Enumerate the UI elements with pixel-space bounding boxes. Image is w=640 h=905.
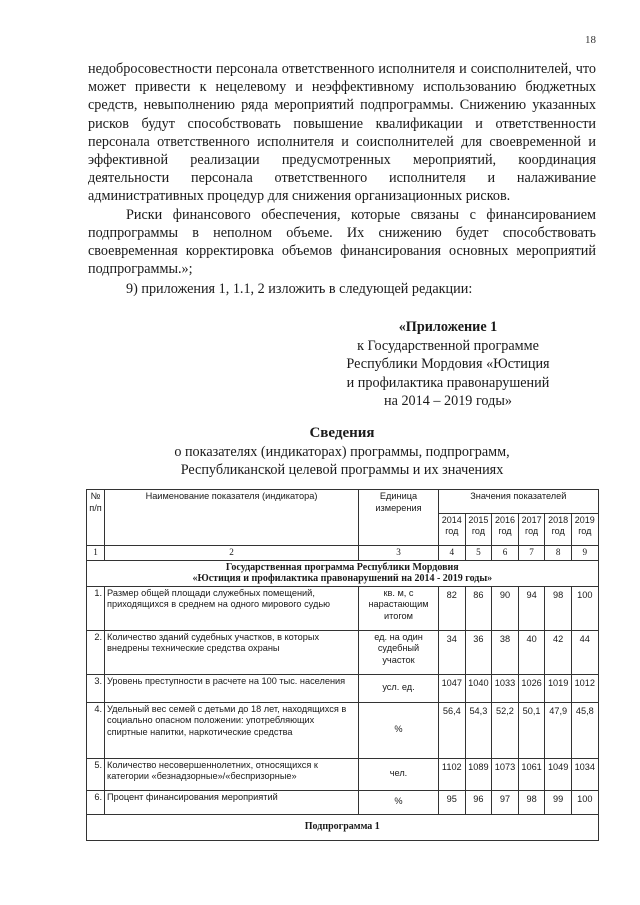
- header-year: 2014 год: [439, 514, 466, 546]
- row-value: 40: [518, 630, 545, 674]
- row-value: 36: [465, 630, 492, 674]
- info-heading: Сведения: [309, 425, 375, 441]
- row-value: 100: [571, 586, 598, 630]
- row-unit: чел.: [359, 758, 439, 790]
- table-row: [87, 790, 599, 814]
- row-value: 1019: [545, 674, 572, 702]
- appendix-line: Республики Мордовия «Юстиция: [346, 356, 550, 372]
- row-name: Количество несовершеннолетних, относящихся к категории «безнадзорные»/«беспризорные»: [105, 758, 359, 790]
- row-num: 2.: [87, 630, 105, 674]
- row-value: 1089: [465, 758, 492, 790]
- table-row: [87, 630, 599, 674]
- row-value: 1026: [518, 674, 545, 702]
- row-unit: %: [359, 790, 439, 814]
- column-number: 6: [492, 546, 519, 561]
- subprogram-title: Подпрограмма 1: [87, 814, 599, 840]
- program-title-row: [87, 560, 599, 586]
- header-unit: Единица измерения: [359, 490, 439, 546]
- row-num: 4.: [87, 702, 105, 758]
- row-value: 38: [492, 630, 519, 674]
- row-value: 47,9: [545, 702, 572, 758]
- info-heading-block: [88, 424, 596, 480]
- row-name: Количество зданий судебных участков, в которых внедрены технические средства охраны: [105, 630, 359, 674]
- row-value: 54,3: [465, 702, 492, 758]
- program-title-line: Государственная программа Республики Мордовия: [225, 561, 459, 573]
- column-number: 1: [87, 546, 105, 561]
- header-year: 2017 год: [518, 514, 545, 546]
- program-title-line: «Юстиция и профилактика правонарушений на 2014 - 2019 годы»: [192, 573, 493, 584]
- row-value: 1040: [465, 674, 492, 702]
- row-unit: усл. ед.: [359, 674, 439, 702]
- paragraph-risks-personnel: недобросовестности персонала ответственного исполнителя и соисполнителей, что может привести к нецелевому и неэффективному использованию бюджетных средств, невыполнению ряда мероприятий подпрограммы. Снижению указанных рисков будут способствовать повышение квалификации и ответственности персонала ответственного исполнителя и соисполнителей для своевременной и эффективной реализации предусмотренных мероприятий, координация деятельности персонала ответственного исполнителя и налаживание административных процедур для снижения организационных рисков.: [88, 61, 596, 205]
- row-value: 86: [465, 586, 492, 630]
- row-num: 1.: [87, 586, 105, 630]
- table-row: [87, 674, 599, 702]
- row-value: 99: [545, 790, 572, 814]
- column-number: 3: [359, 546, 439, 561]
- row-value: 1061: [518, 758, 545, 790]
- row-name: Уровень преступности в расчете на 100 тыс. населения: [105, 674, 359, 702]
- row-value: 50,1: [518, 702, 545, 758]
- header-num: № п/п: [87, 490, 105, 546]
- appendix-line: и профилактика правонарушений: [346, 374, 550, 391]
- column-number: 8: [545, 546, 572, 561]
- indicators-table: [86, 489, 599, 841]
- row-value: 94: [518, 586, 545, 630]
- header-values: Значения показателей: [439, 490, 599, 514]
- row-unit: кв. м, с нарастающим итогом: [359, 586, 439, 630]
- row-value: 42: [545, 630, 572, 674]
- row-num: 3.: [87, 674, 105, 702]
- row-unit: ед. на один судебный участок: [359, 630, 439, 674]
- appendix-line: к Государственной программе: [357, 337, 539, 354]
- row-value: 98: [545, 586, 572, 630]
- row-value: 95: [439, 790, 466, 814]
- row-value: 45,8: [571, 702, 598, 758]
- header-year: 2019 год: [571, 514, 598, 546]
- subprogram-row: [87, 814, 599, 840]
- row-name: Процент финансирования мероприятий: [105, 790, 359, 814]
- row-value: 96: [465, 790, 492, 814]
- row-num: 6.: [87, 790, 105, 814]
- row-name: Удельный вес семей с детьми до 18 лет, находящихся в социально опасном положении: употребляющих спиртные напитки, наркотические средства: [105, 702, 359, 758]
- table-row: [87, 702, 599, 758]
- program-title: [87, 560, 599, 586]
- row-value: 44: [571, 630, 598, 674]
- row-value: 56,4: [439, 702, 466, 758]
- column-number: 4: [439, 546, 466, 561]
- body-text: [88, 60, 596, 299]
- row-value: 1047: [439, 674, 466, 702]
- info-subtitle: о показателях (индикаторах) программы, подпрограмм,: [174, 443, 510, 460]
- table-row: [87, 586, 599, 630]
- column-number: 7: [518, 546, 545, 561]
- appendix-header: [300, 318, 596, 411]
- row-value: 52,2: [492, 702, 519, 758]
- row-value: 82: [439, 586, 466, 630]
- header-year: 2018 год: [545, 514, 572, 546]
- row-value: 1012: [571, 674, 598, 702]
- row-value: 34: [439, 630, 466, 674]
- row-value: 90: [492, 586, 519, 630]
- info-subtitle: Республиканской целевой программы и их значениях: [180, 462, 504, 478]
- row-unit: %: [359, 702, 439, 758]
- row-value: 100: [571, 790, 598, 814]
- row-value: 97: [492, 790, 519, 814]
- header-year: 2015 год: [465, 514, 492, 546]
- column-number: 9: [571, 546, 598, 561]
- row-value: 1102: [439, 758, 466, 790]
- column-number: 2: [105, 546, 359, 561]
- paragraph-risks-financial: Риски финансового обеспечения, которые связаны с финансированием подпрограммы в неполном объеме. Их снижению будет способствовать своевременная корректировка объемов финансирования основных мероприятий подпрограммы.»;: [88, 206, 596, 278]
- column-number: 5: [465, 546, 492, 561]
- table-row: [87, 758, 599, 790]
- row-value: 1073: [492, 758, 519, 790]
- row-name: Размер общей площади служебных помещений, приходящихся в среднем на одного мирового судью: [105, 586, 359, 630]
- row-value: 98: [518, 790, 545, 814]
- row-num: 5.: [87, 758, 105, 790]
- header-year: 2016 год: [492, 514, 519, 546]
- row-value: 1034: [571, 758, 598, 790]
- column-number-row: [87, 546, 599, 561]
- paragraph-item-9: 9) приложения 1, 1.1, 2 изложить в следующей редакции:: [126, 281, 473, 298]
- header-name: Наименование показателя (индикатора): [105, 490, 359, 546]
- row-value: 1049: [545, 758, 572, 790]
- row-value: 1033: [492, 674, 519, 702]
- appendix-title: «Приложение 1: [398, 319, 498, 335]
- appendix-line: на 2014 – 2019 годы»: [384, 393, 512, 409]
- page-number: 18: [585, 34, 596, 46]
